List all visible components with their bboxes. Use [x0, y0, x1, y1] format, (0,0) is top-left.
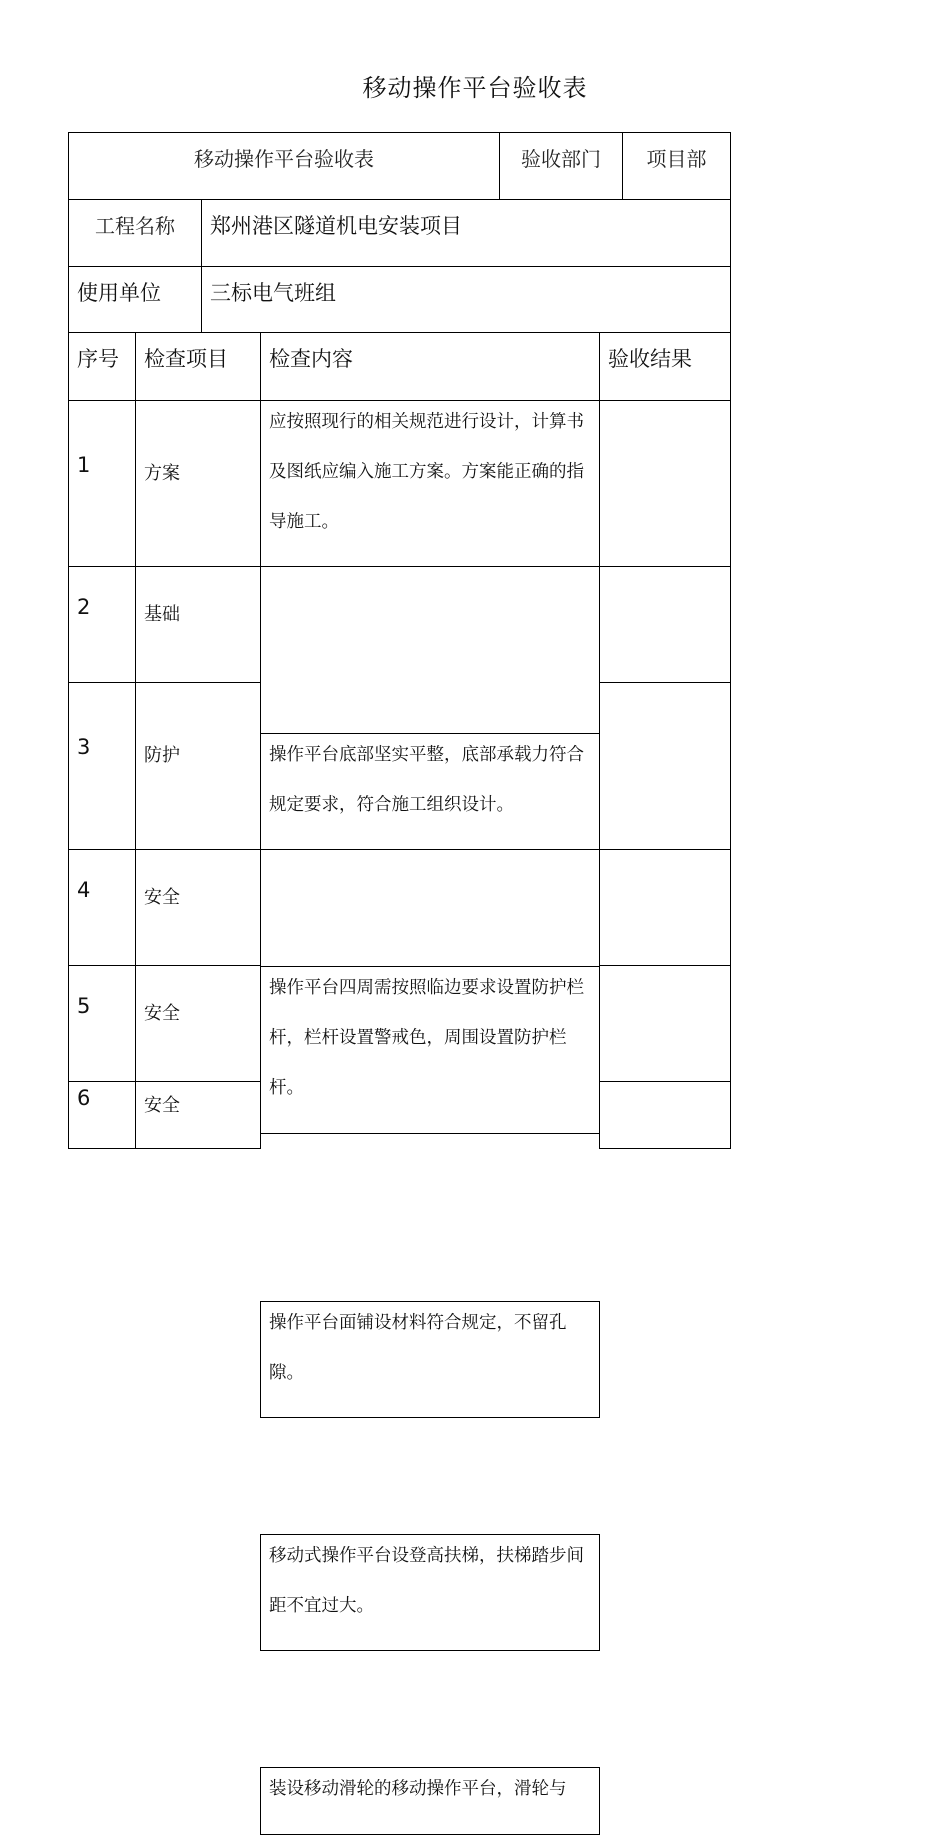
column-header-label: 序号 [77, 347, 119, 371]
row-content: 操作平台底部坚实平整，底部承载力符合规定要求，符合施工组织设计。 [269, 745, 584, 815]
row-2-item [135, 566, 261, 683]
row-no: 2 [77, 595, 91, 619]
row-1-result [599, 400, 731, 567]
column-header-label: 验收结果 [608, 347, 692, 371]
row-content: 操作平台面铺设材料符合规定，不留孔隙。 [269, 1313, 567, 1383]
project-name-label: 工程名称 [95, 214, 175, 238]
project-name-value: 郑州港区隧道机电安装项目 [210, 214, 462, 238]
document-title: 移动操作平台验收表 [362, 74, 588, 102]
row-4-result [599, 849, 731, 966]
row-no: 3 [77, 735, 91, 759]
row-5-item [135, 965, 261, 1082]
row-item: 防护 [144, 745, 180, 766]
row-2-result [599, 566, 731, 683]
unit-value: 三标电气班组 [210, 281, 336, 305]
row-5-result [599, 965, 731, 1082]
row-no: 1 [77, 453, 91, 477]
row-4-item [135, 849, 261, 966]
column-header-content [260, 332, 600, 401]
row-no: 5 [77, 994, 91, 1018]
row-2-no [68, 566, 136, 683]
row-6-no [68, 1081, 136, 1149]
row-5-content [260, 1534, 600, 1651]
unit-value-cell [201, 266, 731, 333]
unit-label-cell [68, 266, 202, 333]
project-name-value-cell [201, 199, 731, 267]
column-header-no [68, 332, 136, 401]
row-3-no [68, 682, 136, 850]
column-header-label: 检查项目 [144, 347, 228, 371]
unit-label: 使用单位 [77, 281, 161, 305]
project-name-label-cell [68, 199, 202, 267]
row-1-no [68, 400, 136, 567]
row-content: 操作平台四周需按照临边要求设置防护栏杆，栏杆设置警戒色，周围设置防护栏杆。 [269, 978, 584, 1098]
row-item: 安全 [144, 1003, 180, 1024]
row-content: 移动式操作平台设登高扶梯，扶梯踏步间距不宜过大。 [269, 1546, 584, 1616]
dept-label-cell [499, 132, 623, 200]
row-item: 基础 [144, 604, 180, 625]
dept-label: 验收部门 [521, 147, 601, 171]
row-3-item [135, 682, 261, 850]
row-6-item [135, 1081, 261, 1149]
row-no: 6 [77, 1086, 91, 1110]
dept-value: 项目部 [646, 147, 707, 171]
column-header-label: 检查内容 [269, 347, 353, 371]
row-6-content [260, 1767, 600, 1835]
row-item: 安全 [144, 887, 180, 908]
row-item: 安全 [144, 1095, 180, 1116]
dept-value-cell [622, 132, 731, 200]
row-2-content [260, 733, 600, 850]
row-4-content [260, 1301, 600, 1418]
row-5-no [68, 965, 136, 1082]
form-title: 移动操作平台验收表 [194, 147, 374, 171]
row-6-result [599, 1081, 731, 1149]
row-content: 装设移动滑轮的移动操作平台，滑轮与 [269, 1779, 567, 1799]
row-content: 应按照现行的相关规范进行设计，计算书及图纸应编入施工方案。方案能正确的指导施工。 [269, 412, 584, 532]
row-4-no [68, 849, 136, 966]
column-header-result [599, 332, 731, 401]
row-no: 4 [77, 878, 91, 902]
row-3-result [599, 682, 731, 850]
row-1-item [135, 400, 261, 567]
column-header-item [135, 332, 261, 401]
form-title-cell [68, 132, 500, 200]
row-item: 方案 [144, 463, 180, 484]
row-3-content [260, 966, 600, 1134]
row-1-content [260, 400, 600, 567]
